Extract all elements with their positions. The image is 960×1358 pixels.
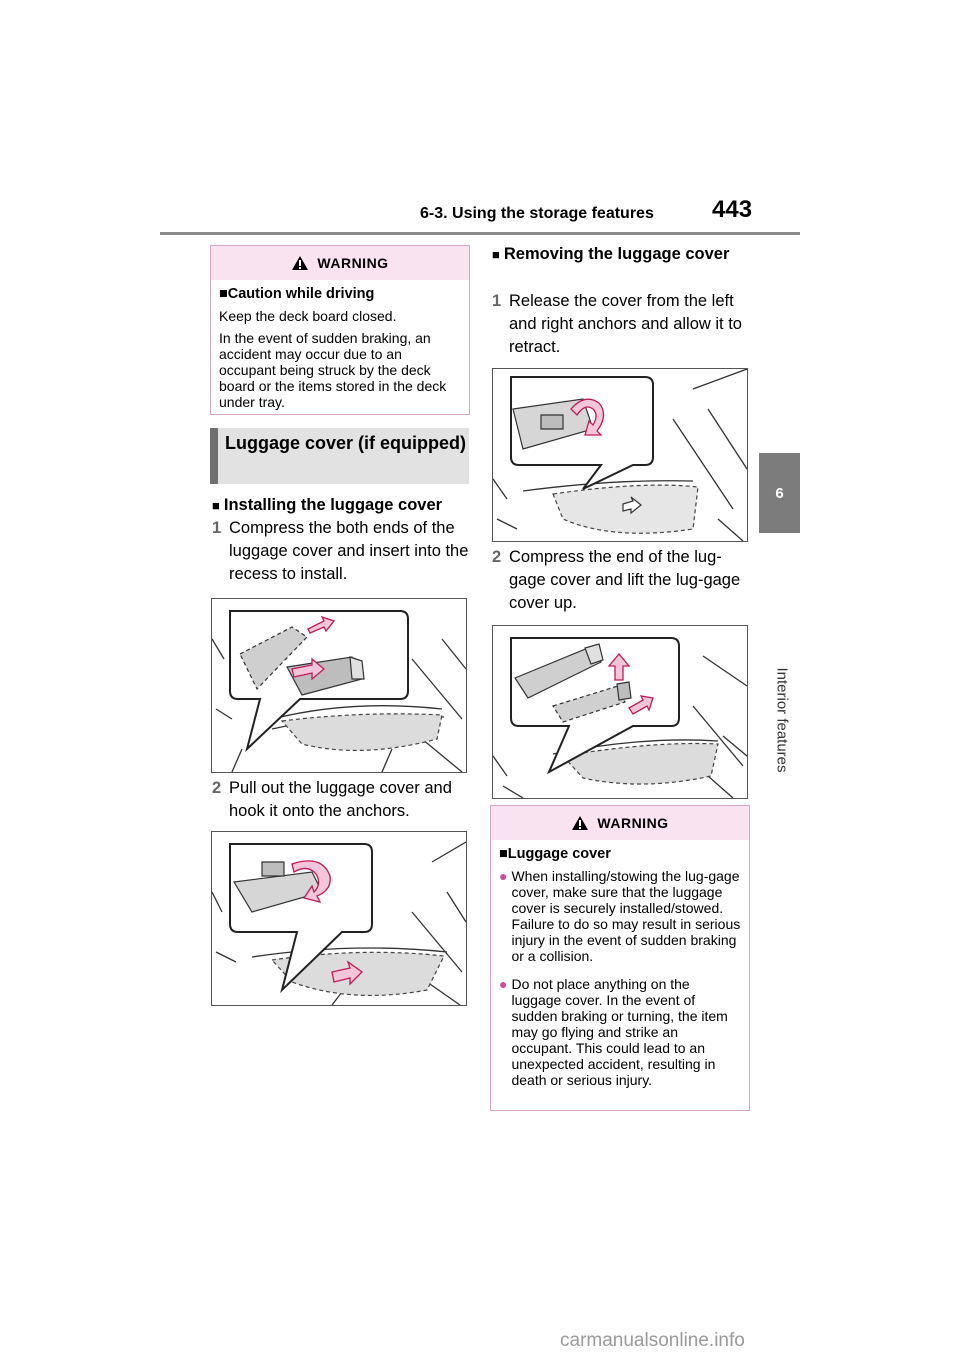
chapter-label-text: Interior features (773, 667, 791, 773)
section-title: 6-3. Using the storage features (420, 205, 654, 222)
warning-box-deck-board (210, 245, 470, 415)
installing-step-1: 1 Compress the both ends of the luggage cover and insert into the recess to install. (212, 519, 469, 583)
warning-heading: ■Caution while driving (219, 286, 375, 302)
warning-triangle-icon (291, 255, 309, 271)
warning-header (491, 806, 749, 840)
header-rule (160, 232, 800, 235)
chapter-tab[interactable] (759, 453, 800, 533)
installing-heading: ■ Installing the luggage cover (212, 496, 443, 514)
warning-triangle-icon (571, 815, 589, 831)
section-heading: Luggage cover (if equipped) (210, 428, 469, 484)
warning-heading: ■Luggage cover (499, 846, 611, 862)
figure-hook-anchors (211, 831, 467, 1006)
square-bullet-icon: ■ (212, 498, 220, 513)
removing-step-1: 1 Release the cover from the left and right anchors and allow it to retract. (492, 292, 742, 356)
figure-release-cover (492, 368, 748, 542)
watermark: carmanualsonline.info (560, 1330, 745, 1351)
page-number: 443 (712, 196, 753, 223)
removing-heading: ■ Removing the luggage cover (492, 245, 730, 263)
warning-paragraph: In the event of sudden braking, an accident may occur due to an occupant being struck by the deck board or the items stored in the deck under tray. (219, 330, 447, 410)
figure-lift-cover (492, 625, 748, 799)
bullet-dot-icon: ● (499, 976, 508, 992)
warning-paragraph: Keep the deck board closed. (219, 308, 397, 324)
warning-bullet: ● When installing/stowing the lug-gage cover, make sure that the luggage cover is securely installed/stowed. Failure to do so may result in serious injury in the event of sudden braking or a collision. (499, 868, 741, 964)
warning-header (211, 246, 469, 280)
square-bullet-icon: ■ (492, 247, 500, 262)
removing-step-2: 2 Compress the end of the lug-gage cover and lift the lug-gage cover up. (492, 548, 741, 612)
installing-step-2: 2 Pull out the luggage cover and hook it onto the anchors. (212, 779, 452, 820)
chapter-label (752, 620, 812, 820)
warning-box-luggage-cover (490, 805, 750, 1111)
bullet-dot-icon: ● (499, 868, 508, 884)
warning-title: WARNING (317, 255, 389, 271)
figure-insert-cover (211, 598, 467, 773)
warning-title: WARNING (597, 815, 669, 831)
chapter-number: 6 (775, 484, 784, 502)
warning-bullet: ● Do not place anything on the luggage cover. In the event of sudden braking or turning, the item may go flying and strike an occupant. This could lead to an unexpected accident, resulting in death or serious injury. (499, 976, 728, 1088)
